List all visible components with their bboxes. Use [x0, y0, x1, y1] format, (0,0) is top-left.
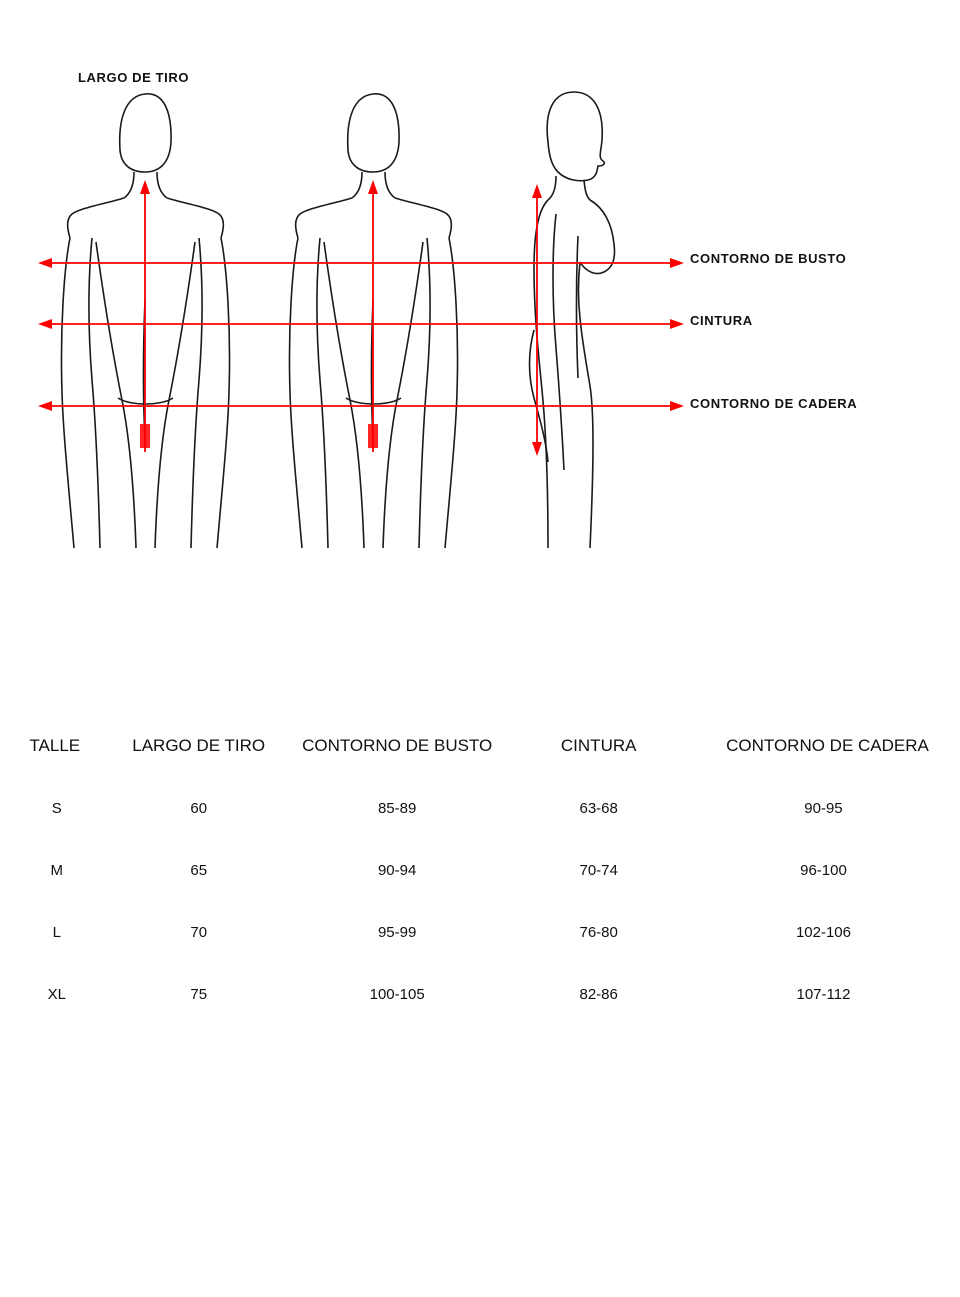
cell-cintura: 70-74	[579, 861, 618, 879]
cell-contorno-de-busto: 95-99	[377, 923, 417, 941]
cell-contorno-de-cadera: 90-95	[804, 799, 843, 817]
cell-contorno-de-busto: 90-94	[377, 861, 417, 879]
cintura-line	[38, 319, 684, 329]
cell-cintura: 82-86	[579, 985, 618, 1003]
cell-cintura: 63-68	[579, 799, 618, 817]
cell-contorno-de-cadera: 107-112	[796, 985, 851, 1003]
cell-largo-de-tiro: 60	[190, 799, 208, 817]
column-header-contorno-de-busto: CONTORNO DE BUSTO	[302, 736, 493, 755]
figures-svg	[0, 0, 960, 600]
body-measurement-diagram	[0, 0, 960, 600]
table-header	[0, 715, 960, 777]
label-largo-de-tiro: LARGO DE TIRO	[78, 70, 190, 85]
cell-contorno-de-busto: 100-105	[369, 985, 425, 1003]
cell-contorno-de-busto: 85-89	[377, 799, 417, 817]
largo-de-tiro-line-left	[140, 180, 150, 452]
cell-largo-de-tiro: 70	[190, 923, 208, 941]
table-body	[0, 777, 960, 1025]
size-chart-table	[0, 715, 960, 1025]
largo-de-tiro-line-side	[532, 184, 542, 456]
measurement-lines	[38, 180, 684, 456]
cell-talle: L	[52, 923, 61, 941]
table-row	[0, 901, 960, 963]
label-contorno-de-cadera: CONTORNO DE CADERA	[690, 396, 858, 411]
table-header-row	[0, 715, 960, 777]
column-header-cintura: CINTURA	[560, 736, 637, 755]
cell-largo-de-tiro: 75	[190, 985, 208, 1003]
cell-contorno-de-cadera: 102-106	[795, 923, 851, 941]
cell-contorno-de-cadera: 96-100	[800, 861, 847, 879]
cell-talle: XL	[47, 985, 66, 1003]
column-header-talle: TALLE	[29, 736, 81, 755]
cell-cintura: 76-80	[579, 923, 618, 941]
column-header-contorno-de-cadera: CONTORNO DE CADERA	[726, 736, 929, 755]
label-contorno-de-busto: CONTORNO DE BUSTO	[690, 251, 847, 266]
table-row	[0, 777, 960, 839]
figure-side-profile	[530, 92, 615, 548]
cell-talle: M	[50, 861, 64, 879]
contorno-de-busto-line	[38, 258, 684, 268]
cell-talle: S	[51, 799, 62, 817]
cell-largo-de-tiro: 65	[190, 861, 208, 879]
table-row	[0, 963, 960, 1025]
table-row	[0, 839, 960, 901]
column-header-largo-de-tiro: LARGO DE TIRO	[132, 736, 266, 755]
largo-de-tiro-line-right	[368, 180, 378, 452]
label-cintura: CINTURA	[690, 313, 753, 328]
